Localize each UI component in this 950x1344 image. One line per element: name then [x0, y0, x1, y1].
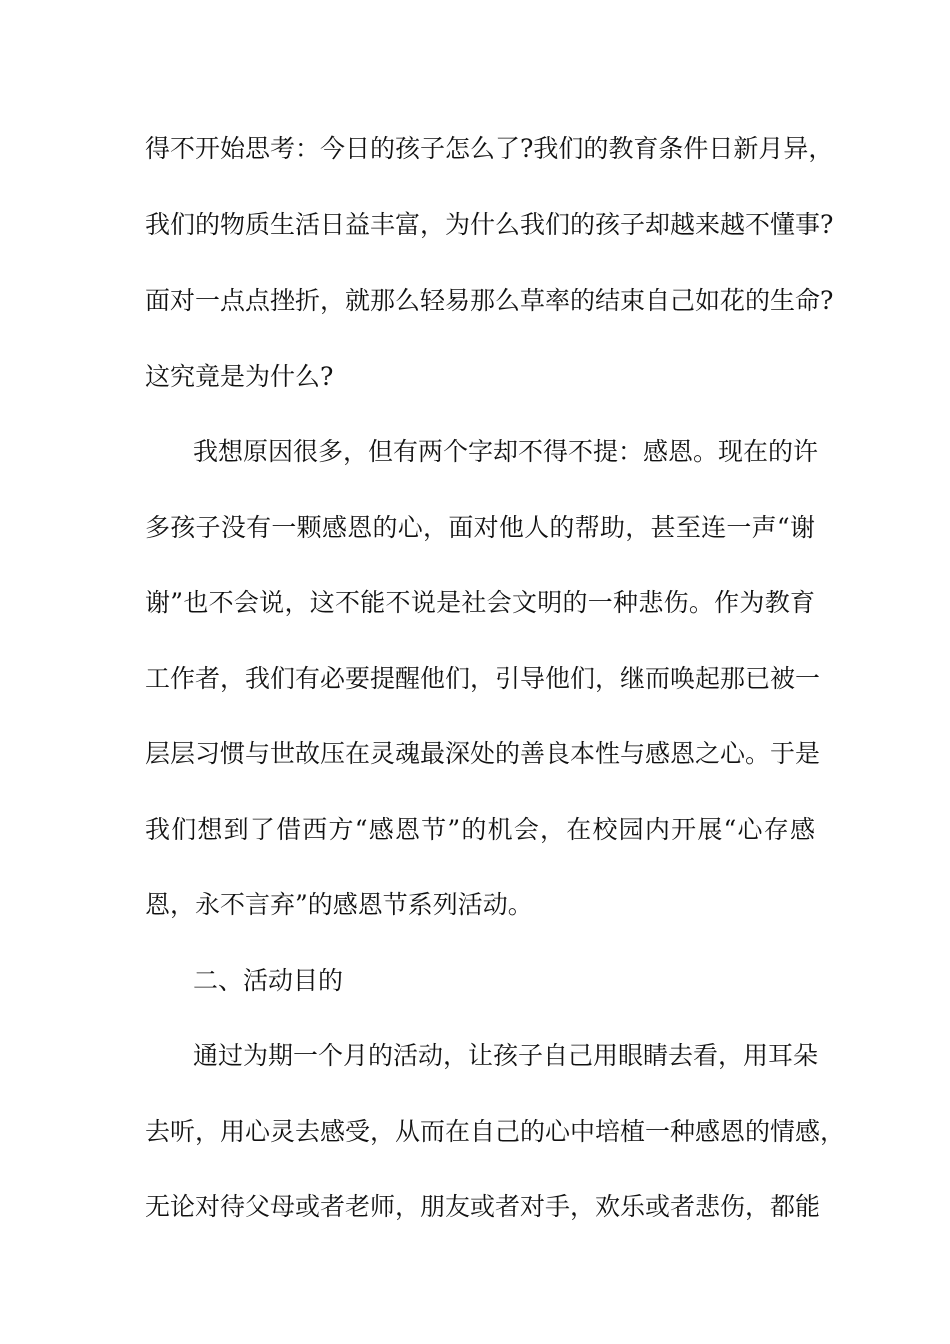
paragraph-2-line-1: 我想原因很多，但有两个字却不得不提：感恩。现在的许: [193, 437, 819, 466]
paragraph-2-line-2: 多孩子没有一颗感恩的心，面对他人的帮助，甚至连一声“谢: [145, 513, 815, 542]
paragraph-1-line-4: 这究竟是为什么?: [145, 362, 334, 391]
paragraph-2-line-6: 我们想到了借西方“感恩节”的机会，在校园内开展“心存感: [145, 815, 815, 844]
paragraph-3-line-1: 通过为期一个月的活动，让孩子自己用眼睛去看，用耳朵: [193, 1041, 819, 1070]
paragraph-1-line-1: 得不开始思考：今日的孩子怎么了?我们的教育条件日新月异，: [145, 134, 834, 163]
paragraph-2-line-7: 恩，永不言弃”的感恩节系列活动。: [145, 890, 533, 919]
paragraph-2-line-4: 工作者，我们有必要提醒他们，引导他们，继而唤起那已被一: [145, 664, 821, 693]
paragraph-1-line-2: 我们的物质生活日益丰富，为什么我们的孩子却越来越不懂事?: [145, 210, 834, 239]
paragraph-2-line-3: 谢”也不会说，这不能不说是社会文明的一种悲伤。作为教育: [145, 588, 815, 617]
paragraph-2-line-5: 层层习惯与世故压在灵魂最深处的善良本性与感恩之心。于是: [145, 739, 821, 768]
paragraph-3-line-3: 无论对待父母或者老师，朋友或者对手，欢乐或者悲伤，都能: [145, 1192, 821, 1221]
section-heading: 二、活动目的: [193, 966, 344, 995]
paragraph-3-line-2: 去听，用心灵去感受，从而在自己的心中培植一种感恩的情感，: [145, 1117, 846, 1146]
paragraph-1-line-3: 面对一点点挫折，就那么轻易那么草率的结束自己如花的生命?: [145, 286, 834, 315]
